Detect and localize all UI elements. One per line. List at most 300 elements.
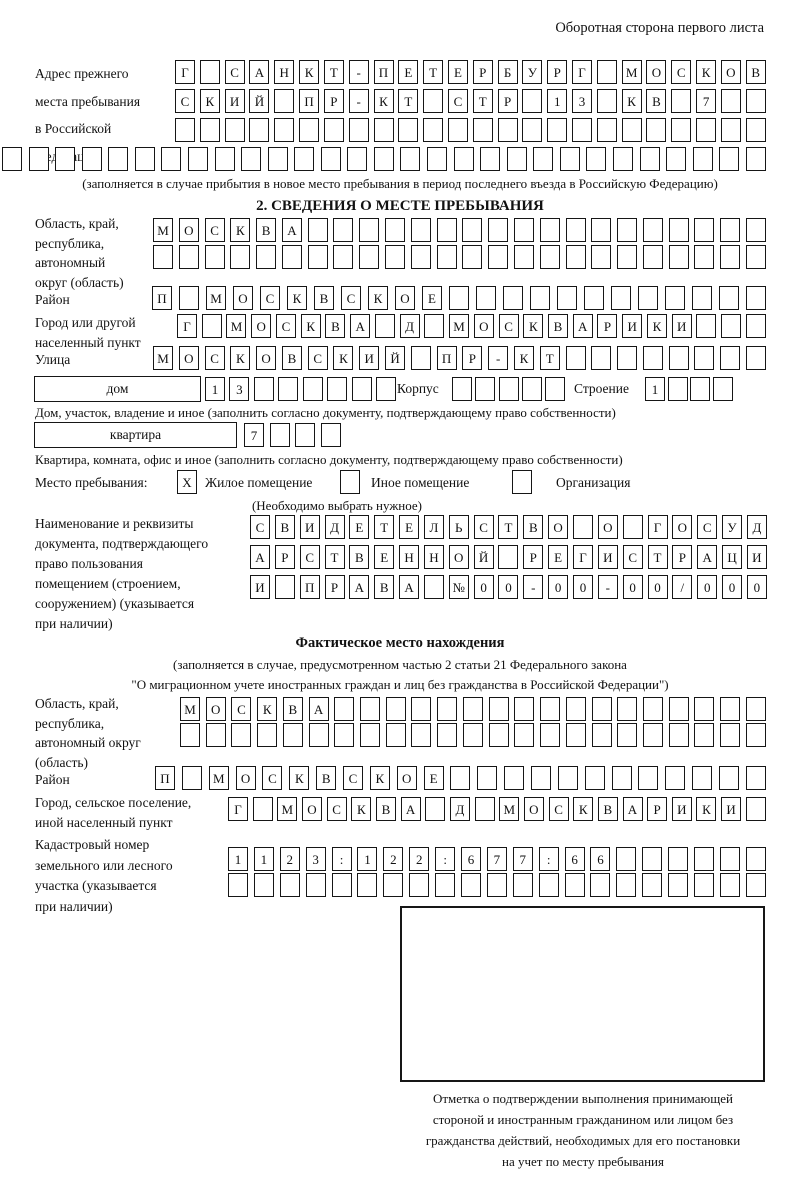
char-box: К <box>370 766 390 790</box>
char-box: О <box>449 545 469 569</box>
char-box: У <box>522 60 542 84</box>
char-box <box>613 147 633 171</box>
char-box: : <box>539 847 559 871</box>
char-box: О <box>474 314 494 338</box>
char-box: 0 <box>573 575 593 599</box>
char-box <box>566 245 586 269</box>
fakt-gorod-row <box>228 797 766 821</box>
char-box <box>205 245 225 269</box>
char-box <box>514 697 534 721</box>
char-box: У <box>722 515 742 539</box>
char-box <box>475 377 495 401</box>
char-box <box>359 245 379 269</box>
doc-row-1 <box>250 515 767 539</box>
char-box: П <box>152 286 172 310</box>
char-box: В <box>256 218 276 242</box>
char-box <box>333 218 353 242</box>
char-box <box>352 377 372 401</box>
char-box <box>533 147 553 171</box>
char-box <box>334 697 354 721</box>
char-box: Е <box>422 286 442 310</box>
char-box: Т <box>498 515 518 539</box>
char-box <box>638 766 658 790</box>
char-box: Р <box>473 60 493 84</box>
char-box: С <box>671 60 691 84</box>
char-box <box>386 697 406 721</box>
char-box <box>719 147 739 171</box>
char-box: Т <box>325 545 345 569</box>
char-box: С <box>260 286 280 310</box>
char-box <box>746 89 766 113</box>
char-box <box>274 118 294 142</box>
char-box: К <box>230 346 250 370</box>
char-box <box>55 147 75 171</box>
char-box: В <box>275 515 295 539</box>
char-box <box>720 245 740 269</box>
char-box <box>694 245 714 269</box>
label-line: Область, край, <box>35 696 119 711</box>
char-box: К <box>333 346 353 370</box>
char-box <box>498 545 518 569</box>
char-box: М <box>153 346 173 370</box>
char-box: 6 <box>565 847 585 871</box>
char-box <box>694 723 714 747</box>
char-box: 7 <box>244 423 264 447</box>
char-box: Н <box>399 545 419 569</box>
char-box <box>175 118 195 142</box>
char-box <box>746 314 766 338</box>
char-box <box>720 346 740 370</box>
fakt-note-1: (заполняется в случае, предусмотренном частью 2 статьи 21 Федерального закона <box>173 657 627 672</box>
char-box <box>642 847 662 871</box>
char-box: 0 <box>722 575 742 599</box>
label-line: Область, край, <box>35 216 119 231</box>
oblast-row-2 <box>153 245 766 269</box>
org-label: Организация <box>556 475 631 490</box>
char-box: 2 <box>280 847 300 871</box>
char-box <box>666 147 686 171</box>
char-box <box>476 286 496 310</box>
char-box: Р <box>498 89 518 113</box>
kvartira-labelbox: квартира <box>34 422 237 448</box>
char-box: Р <box>547 60 567 84</box>
char-box: В <box>598 797 618 821</box>
char-box <box>643 245 663 269</box>
char-box: Г <box>648 515 668 539</box>
fakt-raion-label: Район <box>35 772 70 787</box>
char-box <box>565 873 585 897</box>
char-box <box>188 147 208 171</box>
char-box: 1 <box>547 89 567 113</box>
char-box <box>540 697 560 721</box>
char-box <box>309 723 329 747</box>
char-box: Е <box>548 545 568 569</box>
char-box: В <box>746 60 766 84</box>
char-box: А <box>282 218 302 242</box>
char-box <box>400 147 420 171</box>
char-box <box>597 118 617 142</box>
char-box: О <box>397 766 417 790</box>
char-box <box>411 697 431 721</box>
char-box: К <box>287 286 307 310</box>
char-box: О <box>206 697 226 721</box>
char-box: В <box>646 89 666 113</box>
char-box <box>694 346 714 370</box>
char-box: Д <box>400 314 420 338</box>
char-box: 0 <box>747 575 767 599</box>
char-box: 2 <box>409 847 429 871</box>
char-box <box>294 147 314 171</box>
char-box: Р <box>324 89 344 113</box>
char-box <box>597 60 617 84</box>
char-box: К <box>301 314 321 338</box>
char-box <box>249 118 269 142</box>
char-box: О <box>646 60 666 84</box>
char-box <box>522 377 542 401</box>
char-box <box>719 286 739 310</box>
char-box <box>504 766 524 790</box>
prev-address-row-4 <box>2 147 766 171</box>
char-box <box>202 314 222 338</box>
char-box <box>334 723 354 747</box>
char-box <box>713 377 733 401</box>
char-box <box>274 89 294 113</box>
char-box <box>487 873 507 897</box>
char-box <box>696 118 716 142</box>
char-box <box>530 286 550 310</box>
char-box: К <box>514 346 534 370</box>
char-box <box>283 723 303 747</box>
char-box: Д <box>747 515 767 539</box>
char-box <box>591 346 611 370</box>
ulitsa-label: Улица <box>35 352 71 367</box>
char-box <box>385 218 405 242</box>
char-box: Ь <box>449 515 469 539</box>
char-box <box>448 118 468 142</box>
prev-address-row-3 <box>175 118 766 142</box>
char-box: 6 <box>590 847 610 871</box>
char-box: М <box>499 797 519 821</box>
char-box <box>359 218 379 242</box>
prev-address-note: (заполняется в случае прибытия в новое место пребывания в период последнего въезда в Российскую Федерацию) <box>82 176 718 191</box>
char-box: А <box>309 697 329 721</box>
char-box: А <box>697 545 717 569</box>
char-box <box>499 377 519 401</box>
char-box: К <box>368 286 388 310</box>
char-box: М <box>226 314 246 338</box>
char-box: В <box>283 697 303 721</box>
char-box: Р <box>647 797 667 821</box>
char-box <box>182 766 202 790</box>
char-box <box>280 873 300 897</box>
oblast-row-1 <box>153 218 766 242</box>
char-box <box>513 873 533 897</box>
char-box <box>2 147 22 171</box>
char-box <box>514 245 534 269</box>
label-line: Наименование и реквизиты <box>35 516 194 531</box>
char-box <box>349 118 369 142</box>
char-box <box>306 873 326 897</box>
char-box <box>383 873 403 897</box>
label-line: иной населенный пункт <box>35 814 173 830</box>
char-box <box>180 723 200 747</box>
char-box <box>278 377 298 401</box>
stamp-note-line: стороной и иностранным гражданином или лицом без <box>432 1112 734 1127</box>
char-box <box>746 245 766 269</box>
char-box <box>539 873 559 897</box>
char-box <box>332 873 352 897</box>
label-line: помещением (строением, <box>35 576 181 591</box>
label-line: автономный <box>35 255 106 270</box>
char-box: О <box>256 346 276 370</box>
char-box: С <box>623 545 643 569</box>
char-box: Р <box>597 314 617 338</box>
char-box: Р <box>672 545 692 569</box>
char-box <box>694 697 714 721</box>
char-box: 0 <box>648 575 668 599</box>
label-line: округ (область) <box>35 274 124 290</box>
char-box <box>540 723 560 747</box>
char-box <box>611 286 631 310</box>
char-box: Т <box>398 89 418 113</box>
char-box <box>215 147 235 171</box>
char-box <box>669 218 689 242</box>
char-box: С <box>300 545 320 569</box>
char-box <box>617 697 637 721</box>
char-box <box>333 245 353 269</box>
char-box: Р <box>462 346 482 370</box>
char-box <box>425 797 445 821</box>
char-box <box>437 723 457 747</box>
char-box <box>424 575 444 599</box>
char-box <box>566 218 586 242</box>
char-box <box>560 147 580 171</box>
char-box: С <box>697 515 717 539</box>
char-box <box>642 873 662 897</box>
label-line: при наличии) <box>35 898 113 914</box>
char-box <box>572 118 592 142</box>
char-box: Т <box>540 346 560 370</box>
char-box <box>411 218 431 242</box>
char-box: 1 <box>357 847 377 871</box>
char-box: Е <box>374 545 394 569</box>
char-box: Р <box>275 545 295 569</box>
char-box <box>135 147 155 171</box>
gorod-label <box>35 313 141 352</box>
char-box: И <box>747 545 767 569</box>
label-line: при наличии) <box>35 616 113 631</box>
char-box <box>616 873 636 897</box>
char-box <box>597 89 617 113</box>
char-box <box>275 575 295 599</box>
fakt-gorod-label <box>35 793 191 832</box>
char-box: И <box>721 797 741 821</box>
char-box <box>668 847 688 871</box>
char-box <box>671 118 691 142</box>
char-box <box>423 89 443 113</box>
char-box: Д <box>450 797 470 821</box>
char-box <box>241 147 261 171</box>
char-box: 0 <box>697 575 717 599</box>
char-box: С <box>343 766 363 790</box>
char-box: Н <box>274 60 294 84</box>
char-box: К <box>299 60 319 84</box>
char-box: 3 <box>306 847 326 871</box>
char-box: С <box>231 697 251 721</box>
char-box <box>592 723 612 747</box>
char-box <box>612 766 632 790</box>
char-box <box>665 286 685 310</box>
char-box <box>669 697 689 721</box>
char-box: И <box>300 515 320 539</box>
stamp-note-line: гражданства действий, необходимых для его постановки <box>425 1133 741 1148</box>
label-line: право пользования <box>35 556 143 571</box>
char-box: М <box>180 697 200 721</box>
char-box <box>514 218 534 242</box>
char-box <box>385 245 405 269</box>
char-box <box>463 723 483 747</box>
char-box: О <box>721 60 741 84</box>
char-box <box>488 218 508 242</box>
char-box: 3 <box>229 377 249 401</box>
char-box: И <box>622 314 642 338</box>
korpus-boxes <box>452 377 565 401</box>
char-box <box>360 697 380 721</box>
char-box <box>376 377 396 401</box>
kvartira-boxes <box>244 423 341 447</box>
kadastr-row-2 <box>228 873 766 897</box>
char-box <box>270 423 290 447</box>
char-box <box>360 723 380 747</box>
kvartira-note: Квартира, комната, офис и иное (заполнить согласно документу, подтверждающему право собственности) <box>35 452 623 467</box>
char-box: И <box>672 314 692 338</box>
char-box <box>540 218 560 242</box>
char-box <box>696 314 716 338</box>
char-box: В <box>282 346 302 370</box>
char-box: Е <box>398 60 418 84</box>
char-box <box>721 89 741 113</box>
char-box <box>746 873 766 897</box>
char-box <box>617 218 637 242</box>
char-box <box>719 766 739 790</box>
char-box <box>566 723 586 747</box>
label-line: республика, <box>35 235 105 251</box>
char-box <box>746 697 766 721</box>
char-box <box>617 723 637 747</box>
char-box: О <box>302 797 322 821</box>
char-box: Е <box>424 766 444 790</box>
char-box: № <box>449 575 469 599</box>
char-box <box>427 147 447 171</box>
char-box <box>437 245 457 269</box>
char-box <box>230 245 250 269</box>
checkbox-inoe <box>340 470 360 494</box>
kadastr-label <box>35 835 173 917</box>
char-box: С <box>474 515 494 539</box>
char-box <box>423 118 443 142</box>
char-box <box>746 797 766 821</box>
char-box <box>357 873 377 897</box>
char-box <box>461 873 481 897</box>
label-line: земельного или лесного <box>35 857 173 873</box>
char-box <box>450 766 470 790</box>
char-box: К <box>374 89 394 113</box>
char-box <box>254 377 274 401</box>
char-box: Г <box>175 60 195 84</box>
char-box: И <box>250 575 270 599</box>
char-box <box>295 423 315 447</box>
char-box <box>669 723 689 747</box>
char-box <box>692 766 712 790</box>
char-box: М <box>449 314 469 338</box>
char-box: М <box>206 286 226 310</box>
char-box: Й <box>249 89 269 113</box>
char-box <box>462 245 482 269</box>
char-box <box>522 89 542 113</box>
char-box <box>256 245 276 269</box>
char-box <box>29 147 49 171</box>
inoe-label: Иное помещение <box>371 475 470 490</box>
char-box: / <box>672 575 692 599</box>
char-box <box>477 766 497 790</box>
char-box: Й <box>385 346 405 370</box>
char-box <box>489 697 509 721</box>
kadastr-row-1 <box>228 847 766 871</box>
char-box <box>225 118 245 142</box>
char-box: - <box>349 89 369 113</box>
char-box: В <box>548 314 568 338</box>
char-box <box>643 218 663 242</box>
label-line: Кадастровый номер <box>35 837 150 852</box>
char-box: Р <box>325 575 345 599</box>
char-box: К <box>647 314 667 338</box>
char-box <box>646 118 666 142</box>
char-box: В <box>314 286 334 310</box>
char-box <box>558 766 578 790</box>
dom-labelbox: дом <box>34 376 201 402</box>
char-box <box>409 873 429 897</box>
char-box: Т <box>324 60 344 84</box>
section2-heading: 2. СВЕДЕНИЯ О МЕСТЕ ПРЕБЫВАНИЯ <box>256 198 544 214</box>
char-box: 7 <box>487 847 507 871</box>
label-line: республика, <box>35 715 105 731</box>
char-box <box>303 377 323 401</box>
char-box: В <box>376 797 396 821</box>
char-box: В <box>325 314 345 338</box>
checkbox-zhiloe: X <box>177 470 197 494</box>
label-line: документа, подтверждающего <box>35 536 209 551</box>
char-box: О <box>395 286 415 310</box>
stamp-note-line: Отметка о подтверждении выполнения принимающей <box>432 1091 734 1106</box>
fakt-note-2: "О миграционном учете иностранных граждан и лиц без гражданства в Российской Федерации") <box>131 677 669 692</box>
char-box: 0 <box>548 575 568 599</box>
char-box <box>617 346 637 370</box>
char-box <box>480 147 500 171</box>
label-line: места пребывания <box>35 93 141 109</box>
char-box: К <box>230 218 250 242</box>
char-box <box>694 847 714 871</box>
label-line: населенный пункт <box>35 334 141 350</box>
char-box: К <box>622 89 642 113</box>
char-box <box>153 245 173 269</box>
char-box <box>514 723 534 747</box>
char-box <box>424 314 444 338</box>
char-box: И <box>359 346 379 370</box>
char-box <box>547 118 567 142</box>
char-box: О <box>598 515 618 539</box>
mesto-label: Место пребывания: <box>35 475 148 490</box>
char-box: 1 <box>228 847 248 871</box>
